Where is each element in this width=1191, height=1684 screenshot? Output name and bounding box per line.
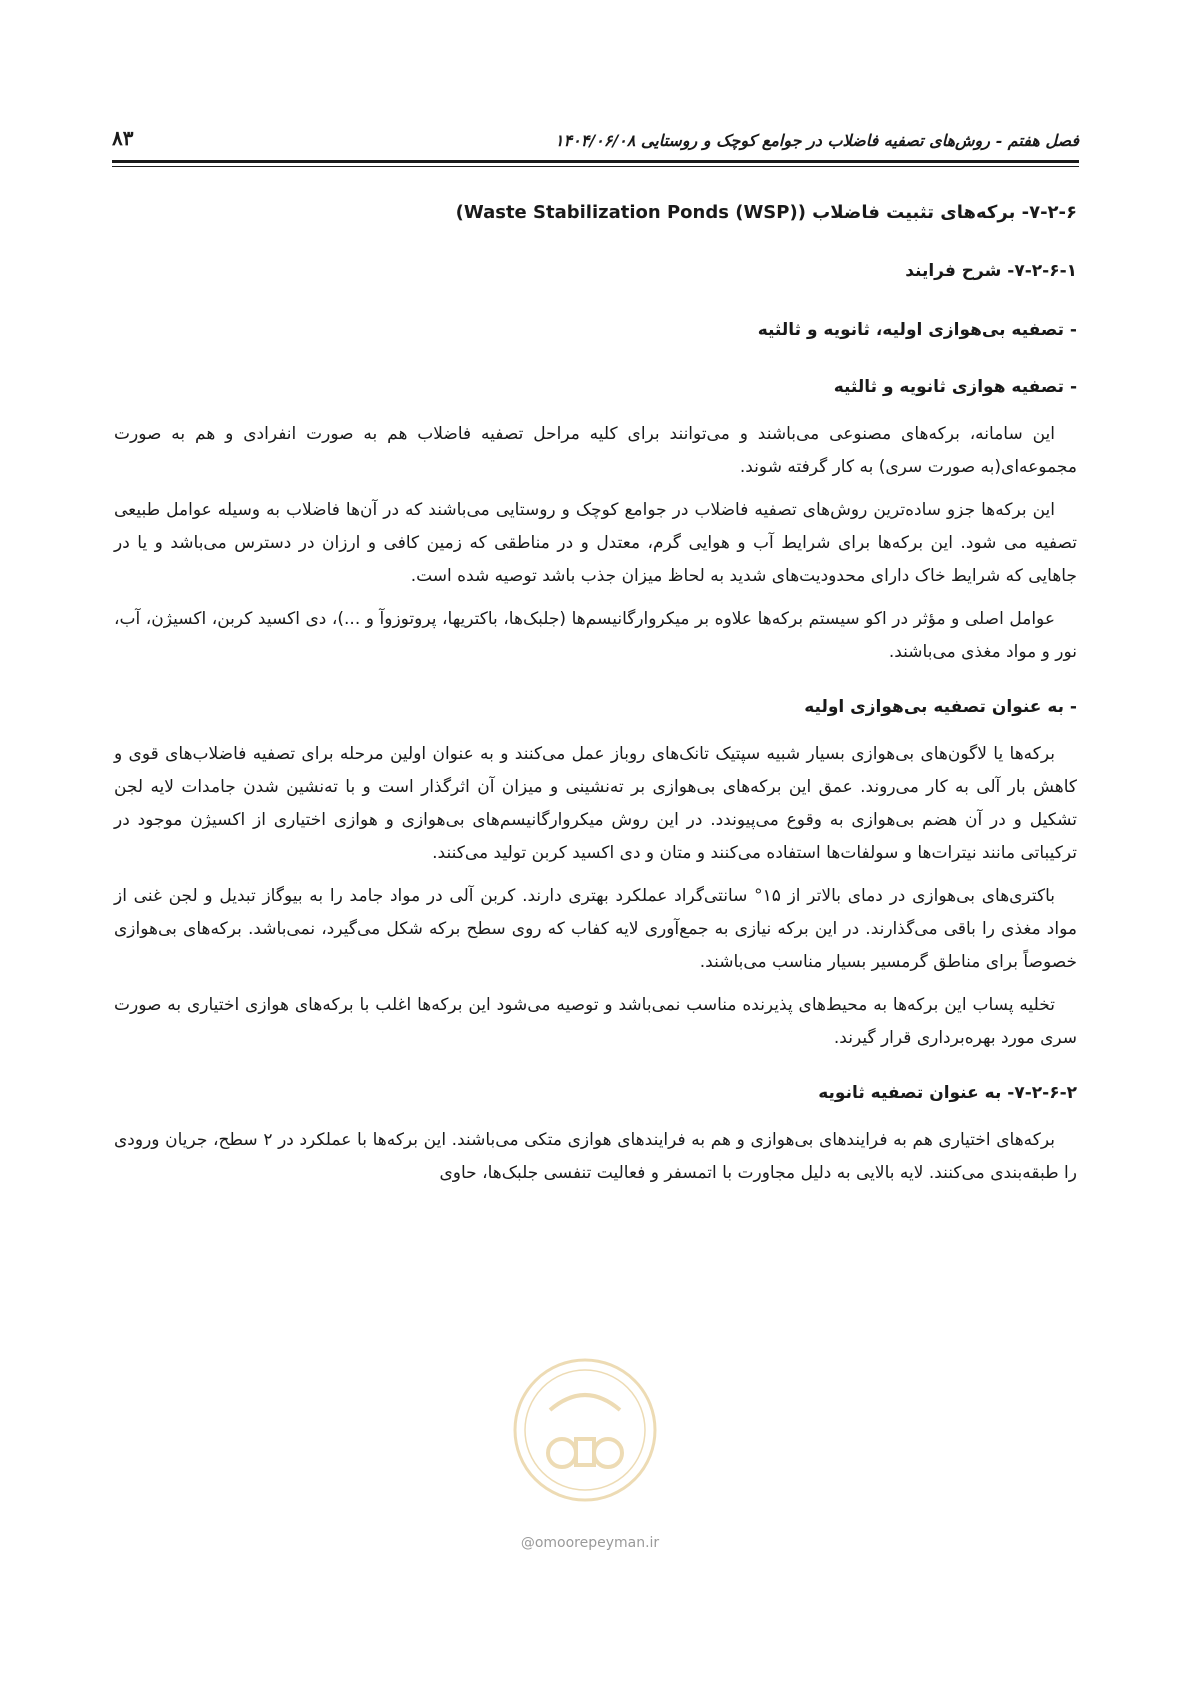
page-header: [112, 120, 1079, 150]
section-heading-number: ۷-۲-۶-: [1015, 202, 1077, 223]
paragraph: برکه‌های اختیاری هم به فرایندهای بی‌هوازی و هم به فرایندهای هوازی متکی می‌باشند. این برکه‌ها با عملکرد در ۲ سطح، جریان ورودی را طبقه‌بندی می‌کنند. لایه بالایی به دلیل مجاورت با اتمسفر و فعالیت تنفسی جلبک‌ها، حاوی: [114, 1130, 1077, 1183]
paragraph: این سامانه، برکه‌های مصنوعی می‌باشند و می‌توانند برای کلیه مراحل تصفیه فاضلاب هم به صورت انفرادی و هم به صورت مجموعه‌ای(به صورت سری) به کار گرفته شوند.: [114, 424, 1077, 477]
paragraph: تخلیه پساب این برکه‌ها به محیط‌های پذیرنده مناسب نمی‌باشد و توصیه می‌شود این برکه‌ها اغلب با برکه‌های هوازی اختیاری به صورت سری مورد بهره‌برداری قرار گیرند.: [114, 995, 1077, 1048]
header-rule-thin: [112, 166, 1079, 167]
paragraph: باکتری‌های بی‌هوازی در دمای بالاتر از ۱۵° سانتی‌گراد عملکرد بهتری دارند. کربن آلی در مواد جامد را به بیوگاز تبدیل و لجن غنی از مواد مغذی را باقی می‌گذارند. در این برکه نیازی به جمع‌آوری لایه کفاب که روی سطح برکه شکل می‌گیرد، نمی‌باشد. برکه‌های بی‌هوازی خصوصاً برای مناطق گرمسیر بسیار مناسب می‌باشند.: [114, 886, 1077, 972]
page-number: ۸۳: [112, 126, 134, 150]
paragraph: عوامل اصلی و مؤثر در اکو سیستم برکه‌ها علاوه بر میکروارگانیسم‌ها (جلبک‌ها، باکتریها، پروتوزوآ و ...)، دی اکسید کربن، اکسیژن، آب، نور و مواد مغذی می‌باشند.: [114, 609, 1077, 662]
paragraph: این برکه‌ها جزو ساده‌ترین روش‌های تصفیه فاضلاب در جوامع کوچک و روستایی می‌باشند که در آن‌ها فاضلاب به وسیله عوامل طبیعی تصفیه می شود. این برکه‌ها برای شرایط آب و هوایی گرم، معتدل و در مناطقی که زمین کافی و ارزان در دسترس می‌باشد و یا در جاهایی که شرایط خاک دارای محدودیت‌های شدید به لحاظ میزان جذب باشد توصیه شده است.: [114, 500, 1077, 586]
bullet-anaerobic: - تصفیه بی‌هوازی اولیه، ثانویه و ثالثیه: [757, 320, 1077, 340]
section-heading-text: برکه‌های تثبیت فاضلاب (: [797, 202, 1016, 223]
subsection-heading-secondary: ۷-۲-۶-۲- به عنوان تصفیه ثانویه: [818, 1083, 1077, 1103]
section-heading-english: (Waste Stabilization Ponds (WSP): [455, 202, 798, 223]
watermark-handle: @omoorepeyman.ir: [520, 1535, 660, 1551]
watermark-logo-icon: [510, 1355, 660, 1505]
section-heading: [114, 196, 1077, 229]
header-rule-thick: [112, 160, 1079, 163]
running-header-title: فصل هفتم - روش‌های تصفیه فاضلاب در جوامع کوچک و روستایی ۱۴۰۴/۰۶/۰۸: [554, 131, 1079, 150]
page-body: [114, 196, 1077, 1200]
bullet-aerobic: - تصفیه هوازی ثانویه و ثالثیه: [833, 377, 1077, 397]
paragraph: برکه‌ها یا لاگون‌های بی‌هوازی بسیار شبیه سپتیک تانک‌های روباز عمل می‌کنند و به عنوان اولین مرحله برای تصفیه فاضلاب‌های قوی و کاهش بار آلی به کار می‌روند. عمق این برکه‌های بی‌هوازی بر ته‌نشینی و میزان آن اثرگذار است و با ته‌نشین شدن جامدات لایه لجن تشکیل و در آن هضم بی‌هوازی به وقوع می‌پیوندد. در این روش میکروارگانیسم‌های بی‌هوازی و هوازی اختیاری از اکسیژن موجود در ترکیباتی مانند نیترات‌ها و سولفات‌ها استفاده می‌کنند و متان و دی اکسید کربن تولید می‌کنند.: [114, 744, 1077, 863]
subsection-heading-process: ۷-۲-۶-۱- شرح فرایند: [905, 261, 1077, 281]
bullet-primary-anaerobic: - به عنوان تصفیه بی‌هوازی اولیه: [804, 697, 1077, 717]
